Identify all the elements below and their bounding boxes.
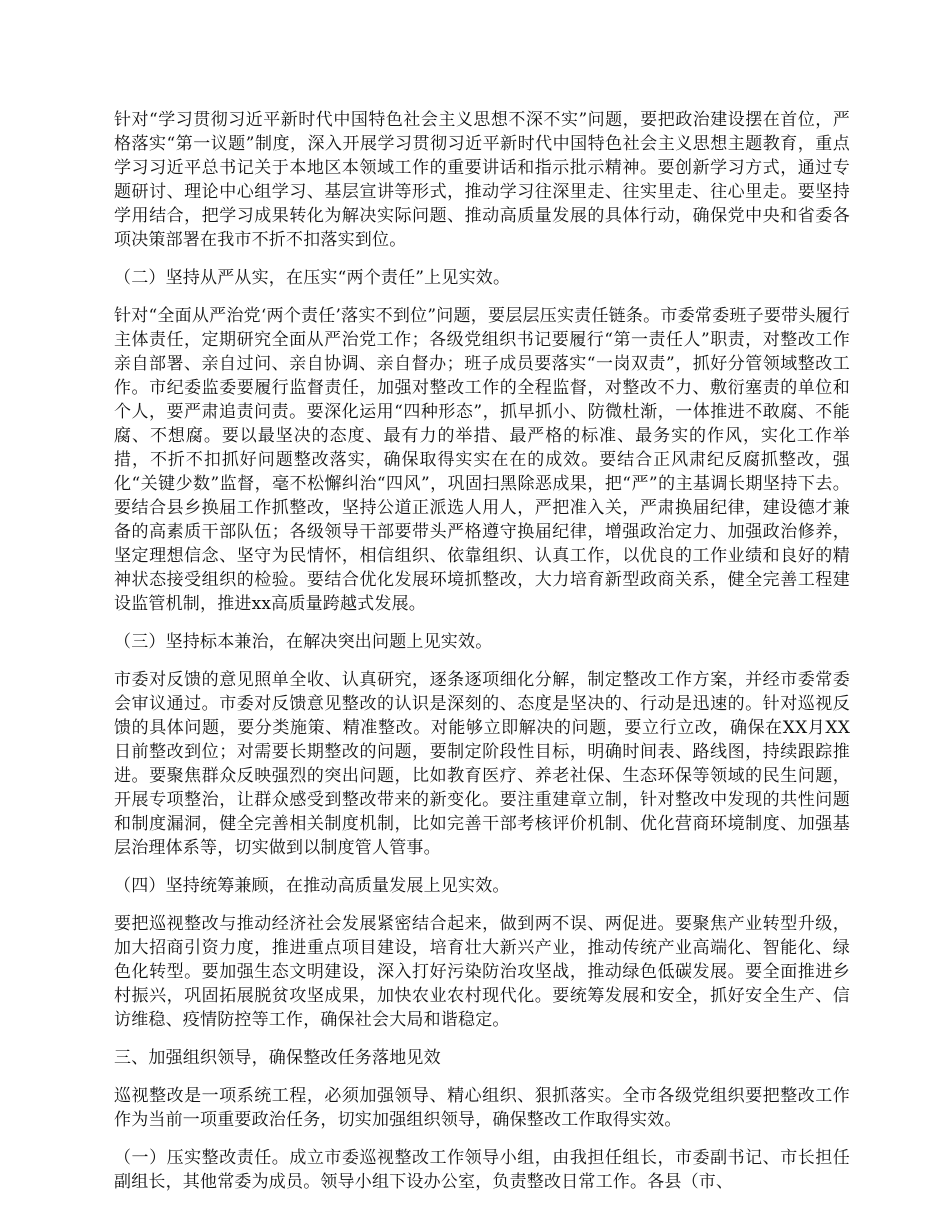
paragraph-responsibility-chain: 针对“全面从严治党‘两个责任’落实不到位”问题，要层层压实责任链条。市委常委班子要带头履行主体责任，定期研究全面从严治党工作；各级党组织书记要履行“第一责任人”职责，对整改工作亲自部署、亲自过问、亲自协调、亲自督办；班子成员要落实“一岗双责”，抓好分管领域整改工作。市纪委监委要履行监督责任，加强对整改工作的全程监督，对整改不力、敷衍塞责的单位和个人，要严肃追责问责。要深化运用“四种形态”，抓早抓小、防微杜渐，一体推进不敢腐、不能腐、不想腐。要以最坚决的态度、最有力的举措、最严格的标准、最务实的作风，实化工作举措，不折不扣抓好问题整改落实，确保取得实实在在的成效。要结合正风肃纪反腐抓整改，强化“关键少数”监督，毫不松懈纠治“四风”，巩固扫黑除恶成果，把“严”的主基调长期坚持下去。要结合县乡换届工作抓整改，坚持公道正派选人用人，严把准入关，严肃换届纪律，建设德才兼备的高素质干部队伍；各级领导干部要带头严格遵守换届纪律，增强政治定力、加强政治修养，坚定理想信念、坚守为民情怀，相信组织、依靠组织、认真工作，以优良的工作业绩和良好的精神状态接受组织的检验。要结合优化发展环境抓整改，大力培育新型政商关系，健全完善工程建设监管机制，推进xx高质量跨越式发展。 — [114, 306, 850, 614]
section-heading-two-responsibilities: （二）坚持从严从实，在压实“两个责任”上见实效。 — [114, 268, 511, 288]
paragraph-leading-group: （一）压实整改责任。成立市委巡视整改工作领导小组，由我担任组长，市委副书记、市长担任副组长，其他常委为成员。领导小组下设办公室，负责整改日常工作。各县（市、 — [114, 1148, 850, 1192]
section-heading-organization-leadership: 三、加强组织领导，确保整改任务落地见效 — [114, 1048, 441, 1068]
paragraph-study-thought: 针对“学习贯彻习近平新时代中国特色社会主义思想不深不实”问题，要把政治建设摆在首位，严格落实“第一议题”制度，深入开展学习贯彻习近平新时代中国特色社会主义思想主题教育，重点学习习近平总书记关于本地区本领域工作的重要讲话和指示批示精神。要创新学习方式，通过专题研讨、理论中心组学习、基层宣讲等形式，推动学习往深里走、往实里走、往心里走。要坚持学用结合，把学习成果转化为解决实际问题、推动高质量发展的具体行动，确保党中央和省委各项决策部署在我市不折不扣落实到位。 — [114, 110, 850, 250]
document-body — [114, 108, 850, 1208]
paragraph-high-quality-development: 要把巡视整改与推动经济社会发展紧密结合起来，做到两不误、两促进。要聚焦产业转型升级，加大招商引资力度，推进重点项目建设，培育壮大新兴产业，推动传统产业高端化、智能化、绿色化转型。要加强生态文明建设，深入打好污染防治攻坚战，推动绿色低碳发展。要全面推进乡村振兴，巩固拓展脱贫攻坚成果，加快农业农村现代化。要统筹发展和安全，抓好安全生产、信访维稳、疫情防控等工作，确保社会大局和谐稳定。 — [114, 914, 850, 1030]
section-heading-root-causes: （三）坚持标本兼治，在解决突出问题上见实效。 — [114, 632, 493, 652]
paragraph-targeted-rectification: 市委对反馈的意见照单全收、认真研究，逐条逐项细化分解，制定整改工作方案，并经市委常委会审议通过。市委对反馈意见整改的认识是深刻的、态度是坚决的、行动是迅速的。针对巡视反馈的具体问题，要分类施策、精准整改。对能够立即解决的问题，要立行立改，确保在XX月XX日前整改到位；对需要长期整改的问题，要制定阶段性目标，明确时间表、路线图，持续跟踪推进。要聚焦群众反映强烈的突出问题，比如教育医疗、养老社保、生态环保等领域的民生问题，开展专项整治，让群众感受到整改带来的新变化。要注重建章立制，针对整改中发现的共性问题和制度漏洞，健全完善相关制度机制，比如完善干部考核评价机制、优化营商环境制度、加强基层治理体系等，切实做到以制度管人管事。 — [114, 670, 850, 858]
section-heading-coordination: （四）坚持统筹兼顾，在推动高质量发展上见实效。 — [114, 876, 510, 896]
paragraph-systematic-project: 巡视整改是一项系统工程，必须加强领导、精心组织、狠抓落实。全市各级党组织要把整改工作作为当前一项重要政治任务，切实加强组织领导，确保整改工作取得实效。 — [114, 1086, 850, 1130]
